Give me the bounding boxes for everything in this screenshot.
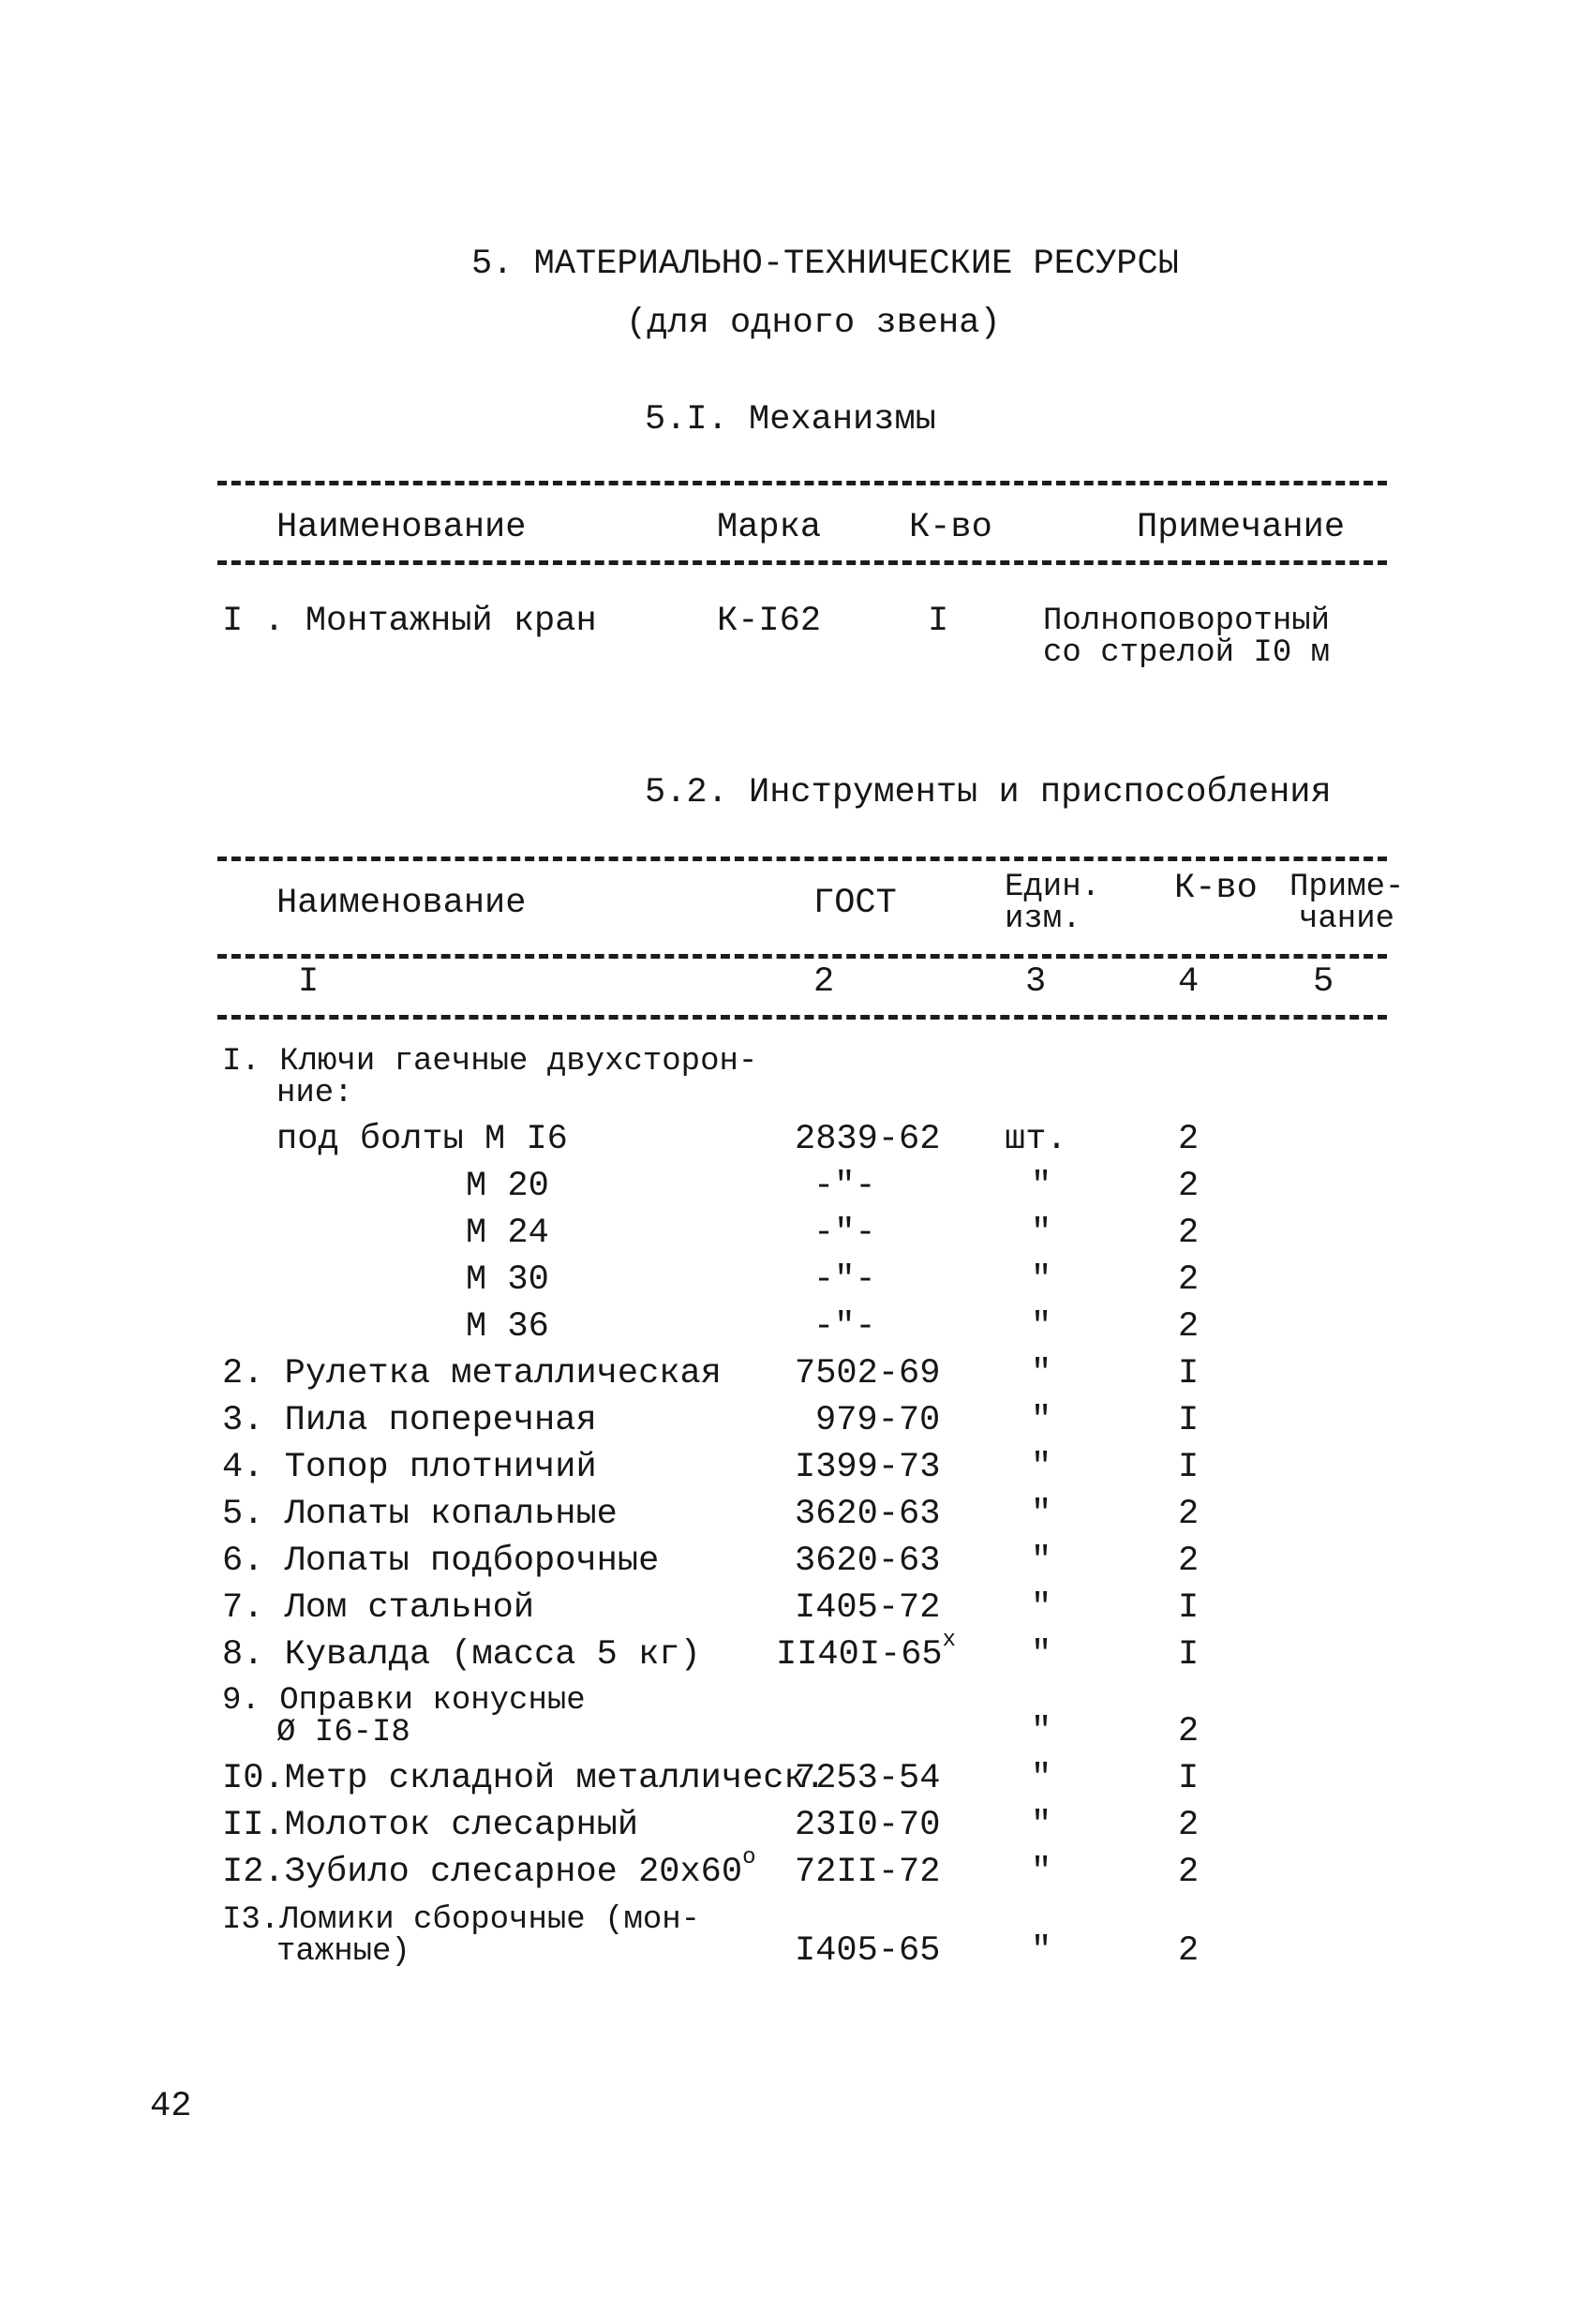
row-gost: 7253-54 (795, 1759, 941, 1798)
row-name: I3.Ломики сборочные (мон- (222, 1902, 701, 1938)
row-unit: " (1031, 1806, 1052, 1845)
row-gost: 7502-69 (795, 1354, 941, 1393)
row-qty: 2 (1178, 1495, 1200, 1534)
row-gost (776, 1627, 957, 1675)
row-name: 8. Кувалда (масса 5 кг) (222, 1635, 701, 1675)
row-name: II.Молоток слесарный (222, 1806, 639, 1845)
row-name (222, 1844, 756, 1892)
row-qty: 2 (1178, 1931, 1200, 1971)
row-unit: " (1031, 1401, 1052, 1440)
row-name-cont: тажные) (276, 1934, 410, 1970)
row-unit: " (1031, 1542, 1052, 1581)
row-name: 5. Лопаты копальные (222, 1495, 618, 1534)
mech-row-qty: I (928, 602, 949, 641)
row-name: 3. Пила поперечная (222, 1401, 597, 1440)
row-name: М 36 (466, 1307, 549, 1347)
mech-row-note-line2: со стрелой I0 м (1043, 635, 1331, 671)
row-gost: 3620-63 (795, 1542, 941, 1581)
row-name: М 24 (466, 1214, 549, 1253)
tools-col-qty: К-во (1174, 869, 1258, 908)
row-qty: I (1178, 1401, 1200, 1440)
row-qty: 2 (1178, 1712, 1200, 1751)
row-qty: 2 (1178, 1167, 1200, 1206)
mech-row-mark: К-I62 (717, 602, 822, 641)
row-gost: -"- (813, 1214, 876, 1253)
table-rule (217, 857, 1387, 861)
tools-col-name: Наименование (276, 884, 527, 923)
mech-row-note-line1: Полноповоротный (1043, 603, 1331, 639)
row-unit: " (1031, 1853, 1052, 1892)
table-rule (217, 560, 1387, 565)
row-name: 6. Лопаты подборочные (222, 1542, 660, 1581)
row-qty: I (1178, 1354, 1200, 1393)
row-unit: " (1031, 1495, 1052, 1534)
row-name: 2. Рулетка металлическая (222, 1354, 722, 1393)
section-title: 5. МАТЕРИАЛЬНО-ТЕХНИЧЕСКИЕ РЕСУРСЫ (471, 245, 1179, 284)
col-number: 5 (1313, 962, 1334, 1002)
row-gost: I399-73 (795, 1448, 941, 1487)
col-number: 4 (1178, 962, 1200, 1002)
row-gost: I405-65 (795, 1931, 941, 1971)
row-qty: I (1178, 1635, 1200, 1675)
mech-col-name: Наименование (276, 508, 527, 547)
mechanisms-heading: 5.I. Механизмы (645, 400, 936, 439)
col-number: I (298, 962, 320, 1002)
row-qty: 2 (1178, 1853, 1200, 1892)
row-unit: " (1031, 1931, 1052, 1971)
row-unit: " (1031, 1712, 1052, 1751)
row-gost: 72II-72 (795, 1853, 941, 1892)
row-unit: " (1031, 1635, 1052, 1675)
row-name: под болты М I6 (276, 1120, 568, 1159)
tools-heading: 5.2. Инструменты и приспособления (645, 773, 1332, 812)
row-unit: " (1031, 1307, 1052, 1347)
row-gost: -"- (813, 1167, 876, 1206)
row-unit: " (1031, 1260, 1052, 1300)
mech-row-name: I . Монтажный кран (222, 602, 597, 641)
row-qty: I (1178, 1448, 1200, 1487)
row-name: I0.Метр складной металлическ. (222, 1759, 826, 1798)
row-gost: I405-72 (795, 1588, 941, 1628)
table-rule (217, 954, 1387, 959)
row-gost: 2839-62 (795, 1120, 941, 1159)
row-qty: 2 (1178, 1214, 1200, 1253)
gost-value: II40I-65 (776, 1635, 943, 1675)
row-name: М 20 (466, 1167, 549, 1206)
row-qty: 2 (1178, 1806, 1200, 1845)
row-name-cont: Ø I6-I8 (276, 1715, 410, 1750)
row-unit: " (1031, 1214, 1052, 1253)
row-qty: I (1178, 1759, 1200, 1798)
row-gost: -"- (813, 1260, 876, 1300)
table-rule (217, 481, 1387, 485)
row-unit: " (1031, 1448, 1052, 1487)
row-unit: шт. (1005, 1120, 1067, 1159)
page-number: 42 (150, 2087, 192, 2126)
row-qty: I (1178, 1588, 1200, 1628)
row-qty: 2 (1178, 1120, 1200, 1159)
name-value: I2.Зубило слесарное 20х60 (222, 1853, 743, 1892)
tools-col-gost: ГОСТ (813, 884, 897, 923)
mech-col-note: Примечание (1137, 508, 1346, 547)
row-qty: 2 (1178, 1307, 1200, 1347)
col-number: 3 (1025, 962, 1047, 1002)
row-name-cont: ние: (276, 1076, 353, 1111)
row-name: 7. Лом стальной (222, 1588, 535, 1628)
col-number: 2 (813, 962, 835, 1002)
row-unit: " (1031, 1354, 1052, 1393)
row-gost: 3620-63 (795, 1495, 941, 1534)
row-gost: -"- (813, 1307, 876, 1347)
table-rule (217, 1015, 1387, 1020)
row-unit: " (1031, 1759, 1052, 1798)
tools-col-unit-line1: Един. (1005, 870, 1101, 905)
row-unit: " (1031, 1167, 1052, 1206)
mech-col-qty: К-во (909, 508, 992, 547)
row-qty: 2 (1178, 1260, 1200, 1300)
tools-col-unit-line2: изм. (1005, 901, 1081, 937)
row-name: 9. Оправки конусные (222, 1683, 586, 1719)
tools-col-note-line2: чание (1299, 901, 1395, 937)
row-name: 4. Топор плотничий (222, 1448, 597, 1487)
section-subtitle: (для одного звена) (626, 304, 1001, 343)
row-qty: 2 (1178, 1542, 1200, 1581)
row-gost: 979-70 (815, 1401, 941, 1440)
row-name: I. Ключи гаечные двухсторон- (222, 1044, 758, 1080)
row-gost: 23I0-70 (795, 1806, 941, 1845)
mech-col-mark: Марка (717, 508, 822, 547)
tools-col-note-line1: Приме- (1289, 870, 1405, 905)
row-unit: " (1031, 1588, 1052, 1628)
row-name: М 30 (466, 1260, 549, 1300)
degree-superscript: о (742, 1844, 756, 1870)
gost-superscript: х (942, 1627, 957, 1653)
